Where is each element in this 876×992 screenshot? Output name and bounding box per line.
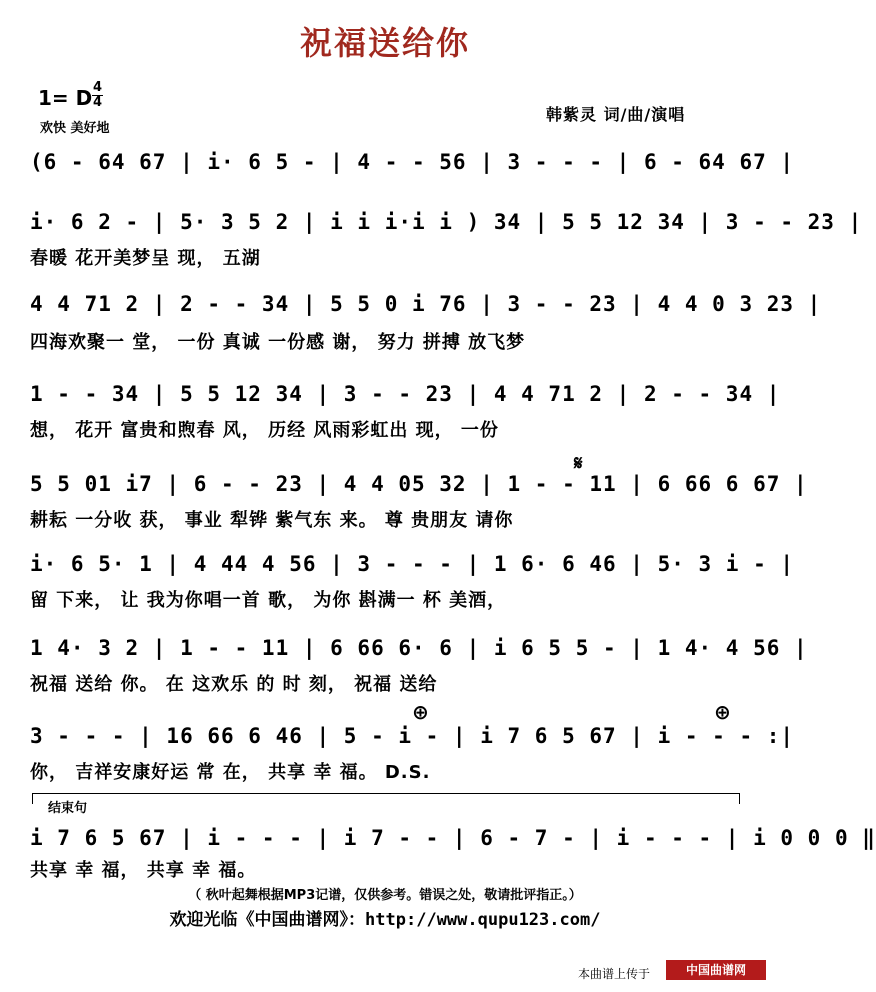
author-credit: 韩紫灵 词/曲/演唱 [546,105,686,124]
tempo-marking: 欢快 美好地 [40,121,110,136]
score-row-notes: i· 6 2 - | 5· 3 5 2 | i i i·i i ) 34 | 5 5 12 34 | 3 - - 23 | [30,210,863,234]
segno-icon: 𝄋 [574,451,583,475]
coda-icon: ⊕ [714,700,731,724]
upload-caption: 本曲谱上传于 [578,967,651,981]
score-row-notes: 5 5 01 i7 | 6 - - 23 | 4 4 05 32 | 1 - - 11 | 6 66 6 67 | [30,472,808,496]
ending-label: 结束句 [48,801,88,816]
score-row-notes: 3 - - - | 16 66 6 46 | 5 - i - | i 7 6 5 67 | i - - - :| [30,724,795,748]
time-signature [92,82,103,109]
score-row-notes: i 7 6 5 67 | i - - - | i 7 - - | 6 - 7 - | i - - - | i 0 0 0 ‖ [30,826,876,850]
score-row-lyrics: 四海欢聚一 堂， 一份 真诚 一份感 谢， 努力 拼搏 放飞梦 [30,332,526,353]
time-signature-top: 4 [92,80,103,95]
score-row-notes: i· 6 5· 1 | 4 44 4 56 | 3 - - - | 1 6· 6 46 | 5· 3 i - | [30,552,795,576]
site-logo[interactable]: 中国曲谱网 [666,960,766,980]
score-row-lyrics: 留 下来， 让 我为你唱一首 歌， 为你 斟满一 杯 美酒， [30,590,507,611]
score-row-notes: 1 - - 34 | 5 5 12 34 | 3 - - 23 | 4 4 71 2 | 2 - - 34 | [30,382,781,406]
coda-icon: ⊕ [412,700,429,724]
score-row-notes: 1 4· 3 2 | 1 - - 11 | 6 66 6· 6 | i 6 5 5 - | 1 4· 4 56 | [30,636,808,660]
score-row-lyrics: 你， 吉祥安康好运 常 在， 共享 幸 福。 D.S. [30,762,431,783]
score-row-lyrics: 春暖 花开美梦呈 现， 五湖 [30,248,261,269]
transcription-note: （ 秋叶起舞根据MP3记谱，仅供参考。错误之处，敬请批评指正。） [188,888,582,903]
ending-bracket [32,793,740,804]
page-title: 祝福送给你 [299,24,470,62]
score-row-lyrics: 想， 花开 富贵和煦春 风， 历经 风雨彩虹出 现， 一份 [30,420,499,441]
score-row-lyrics: 耕耘 一分收 获， 事业 犁铧 紫气东 来。 尊 贵朋友 请你 [30,510,514,531]
time-signature-bottom: 4 [92,95,103,110]
score-row-lyrics: 祝福 送给 你。 在 这欢乐 的 时 刻， 祝福 送给 [30,674,438,695]
key-signature: 1= D [38,86,93,110]
score-row-lyrics: 共享 幸 福， 共享 幸 福。 [30,860,257,881]
score-row-notes: (6 - 64 67 | i· 6 5 - | 4 - - 56 | 3 - - - | 6 - 64 67 | [30,150,795,174]
site-welcome-link[interactable]: 欢迎光临《中国曲谱网》：http://www.qupu123.com/ [169,910,601,930]
score-row-notes: 4 4 71 2 | 2 - - 34 | 5 5 0 i 76 | 3 - - 23 | 4 4 0 3 23 | [30,292,822,316]
